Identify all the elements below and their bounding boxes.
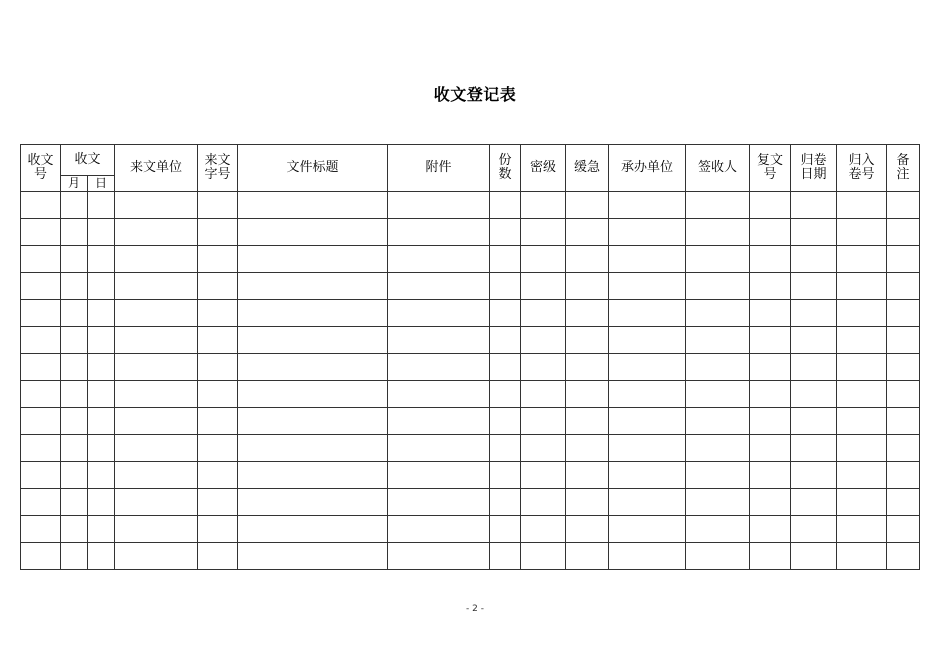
- table-cell: [686, 327, 750, 354]
- header-signer: 签收人: [686, 145, 750, 192]
- table-cell: [388, 300, 490, 327]
- table-cell: [686, 246, 750, 273]
- table-cell: [521, 192, 566, 219]
- table-cell: [887, 462, 920, 489]
- table-cell: [791, 408, 837, 435]
- table-cell: [198, 435, 238, 462]
- table-cell: [887, 435, 920, 462]
- table-cell: [750, 219, 791, 246]
- table-cell: [887, 408, 920, 435]
- table-cell: [686, 300, 750, 327]
- table-cell: [887, 219, 920, 246]
- table-cell: [566, 489, 609, 516]
- table-cell: [21, 381, 61, 408]
- table-cell: [837, 246, 887, 273]
- table-cell: [609, 327, 686, 354]
- table-cell: [686, 543, 750, 570]
- table-cell: [21, 273, 61, 300]
- table-cell: [388, 516, 490, 543]
- table-row: [21, 489, 920, 516]
- table-cell: [887, 192, 920, 219]
- table-cell: [490, 462, 521, 489]
- table-cell: [837, 516, 887, 543]
- table-cell: [388, 327, 490, 354]
- table-cell: [115, 408, 198, 435]
- table-cell: [521, 354, 566, 381]
- table-cell: [791, 462, 837, 489]
- table-cell: [88, 354, 115, 381]
- table-cell: [21, 408, 61, 435]
- table-row: [21, 435, 920, 462]
- table-cell: [750, 192, 791, 219]
- table-cell: [238, 489, 388, 516]
- table-cell: [887, 354, 920, 381]
- table-cell: [566, 516, 609, 543]
- table-cell: [490, 408, 521, 435]
- table-cell: [115, 354, 198, 381]
- table-cell: [88, 273, 115, 300]
- table-cell: [61, 516, 88, 543]
- table-cell: [837, 354, 887, 381]
- table-cell: [837, 192, 887, 219]
- table-cell: [490, 246, 521, 273]
- table-row: [21, 408, 920, 435]
- table-cell: [837, 273, 887, 300]
- header-remarks: 备 注: [887, 145, 920, 192]
- table-cell: [686, 462, 750, 489]
- table-cell: [566, 246, 609, 273]
- table-cell: [686, 489, 750, 516]
- table-cell: [750, 354, 791, 381]
- table-cell: [198, 381, 238, 408]
- table-cell: [750, 543, 791, 570]
- header-serial-number: 收文 号: [21, 145, 61, 192]
- table-cell: [750, 300, 791, 327]
- table-cell: [566, 354, 609, 381]
- table-cell: [61, 192, 88, 219]
- table-cell: [388, 192, 490, 219]
- table-cell: [791, 543, 837, 570]
- table-row: [21, 192, 920, 219]
- table-cell: [115, 300, 198, 327]
- table-cell: [388, 354, 490, 381]
- table-cell: [521, 408, 566, 435]
- table-cell: [566, 273, 609, 300]
- table-cell: [609, 489, 686, 516]
- table-cell: [238, 273, 388, 300]
- table-cell: [21, 435, 61, 462]
- table-cell: [238, 300, 388, 327]
- table-cell: [750, 489, 791, 516]
- table-cell: [609, 300, 686, 327]
- table-cell: [490, 219, 521, 246]
- table-cell: [115, 192, 198, 219]
- table-cell: [686, 354, 750, 381]
- table-cell: [388, 273, 490, 300]
- table-cell: [837, 462, 887, 489]
- header-urgency: 缓急: [566, 145, 609, 192]
- table-cell: [791, 435, 837, 462]
- table-cell: [566, 300, 609, 327]
- table-cell: [115, 543, 198, 570]
- table-cell: [198, 327, 238, 354]
- table-cell: [686, 408, 750, 435]
- table-cell: [198, 300, 238, 327]
- table-cell: [887, 273, 920, 300]
- table-cell: [21, 489, 61, 516]
- table-cell: [791, 192, 837, 219]
- table-cell: [61, 489, 88, 516]
- table-cell: [198, 354, 238, 381]
- table-cell: [198, 273, 238, 300]
- table-cell: [609, 543, 686, 570]
- table-cell: [837, 300, 887, 327]
- table-cell: [566, 435, 609, 462]
- table-cell: [388, 489, 490, 516]
- table-cell: [566, 381, 609, 408]
- table-cell: [521, 489, 566, 516]
- table-cell: [750, 273, 791, 300]
- table-row: [21, 327, 920, 354]
- table-cell: [521, 300, 566, 327]
- table-cell: [566, 192, 609, 219]
- table-cell: [61, 273, 88, 300]
- header-doc-title: 文件标题: [238, 145, 388, 192]
- page-number: - 2 -: [466, 604, 484, 614]
- table-cell: [88, 192, 115, 219]
- table-cell: [686, 516, 750, 543]
- table-cell: [88, 408, 115, 435]
- table-cell: [791, 327, 837, 354]
- table-cell: [837, 489, 887, 516]
- table-cell: [198, 489, 238, 516]
- table-cell: [388, 408, 490, 435]
- table-cell: [61, 543, 88, 570]
- table-cell: [388, 246, 490, 273]
- table-cell: [198, 516, 238, 543]
- table-cell: [521, 246, 566, 273]
- table-cell: [21, 462, 61, 489]
- table-cell: [388, 435, 490, 462]
- table-cell: [490, 273, 521, 300]
- table-cell: [521, 543, 566, 570]
- table-row: [21, 543, 920, 570]
- table-cell: [887, 516, 920, 543]
- table-cell: [238, 246, 388, 273]
- table-row: [21, 462, 920, 489]
- table-cell: [750, 516, 791, 543]
- header-copies: 份 数: [490, 145, 521, 192]
- table-cell: [686, 192, 750, 219]
- header-secrecy: 密级: [521, 145, 566, 192]
- table-cell: [521, 273, 566, 300]
- table-cell: [388, 381, 490, 408]
- table-cell: [521, 381, 566, 408]
- table-cell: [61, 381, 88, 408]
- table-cell: [61, 462, 88, 489]
- table-cell: [198, 246, 238, 273]
- table-cell: [115, 327, 198, 354]
- table-cell: [521, 327, 566, 354]
- table-cell: [750, 435, 791, 462]
- table-cell: [238, 327, 388, 354]
- table-cell: [609, 408, 686, 435]
- table-cell: [791, 246, 837, 273]
- table-cell: [61, 219, 88, 246]
- table-cell: [887, 246, 920, 273]
- table-cell: [88, 543, 115, 570]
- table-cell: [750, 462, 791, 489]
- table-cell: [21, 327, 61, 354]
- table-cell: [837, 381, 887, 408]
- table-cell: [686, 381, 750, 408]
- table-cell: [791, 300, 837, 327]
- table-cell: [115, 273, 198, 300]
- table-cell: [490, 192, 521, 219]
- table-cell: [750, 246, 791, 273]
- table-cell: [198, 543, 238, 570]
- table-cell: [521, 462, 566, 489]
- table-cell: [198, 462, 238, 489]
- table-cell: [837, 543, 887, 570]
- header-handling-unit: 承办单位: [609, 145, 686, 192]
- table-cell: [61, 246, 88, 273]
- table-cell: [609, 516, 686, 543]
- table-cell: [490, 516, 521, 543]
- table-cell: [791, 381, 837, 408]
- table-row: [21, 354, 920, 381]
- table-cell: [490, 435, 521, 462]
- table-cell: [609, 273, 686, 300]
- table-cell: [837, 327, 887, 354]
- table-cell: [887, 543, 920, 570]
- header-reply-number: 复文 号: [750, 145, 791, 192]
- table-row: [21, 516, 920, 543]
- table-cell: [490, 300, 521, 327]
- table-cell: [238, 354, 388, 381]
- table-cell: [115, 381, 198, 408]
- header-archive-date: 归卷 日期: [791, 145, 837, 192]
- table-cell: [686, 219, 750, 246]
- table-cell: [837, 219, 887, 246]
- table-cell: [238, 543, 388, 570]
- register-table: [20, 144, 920, 570]
- table-cell: [238, 516, 388, 543]
- table-cell: [388, 462, 490, 489]
- table-cell: [115, 489, 198, 516]
- table-cell: [388, 543, 490, 570]
- table-cell: [490, 543, 521, 570]
- table-cell: [115, 435, 198, 462]
- table-cell: [750, 408, 791, 435]
- header-archive-number: 归入 卷号: [837, 145, 887, 192]
- table-cell: [21, 246, 61, 273]
- table-cell: [198, 192, 238, 219]
- table-cell: [61, 327, 88, 354]
- table-cell: [791, 516, 837, 543]
- table-cell: [609, 462, 686, 489]
- table-cell: [88, 219, 115, 246]
- table-cell: [21, 543, 61, 570]
- header-attachment: 附件: [388, 145, 490, 192]
- register-body: [21, 192, 920, 570]
- table-cell: [609, 246, 686, 273]
- table-cell: [21, 300, 61, 327]
- table-cell: [21, 192, 61, 219]
- table-cell: [837, 435, 887, 462]
- table-cell: [88, 327, 115, 354]
- table-cell: [566, 543, 609, 570]
- table-cell: [115, 219, 198, 246]
- table-cell: [61, 408, 88, 435]
- table-cell: [887, 381, 920, 408]
- table-cell: [238, 192, 388, 219]
- table-cell: [887, 300, 920, 327]
- table-cell: [61, 435, 88, 462]
- table-cell: [238, 381, 388, 408]
- document-title: 收文登记表: [433, 85, 517, 104]
- table-cell: [115, 246, 198, 273]
- table-cell: [566, 327, 609, 354]
- table-cell: [115, 516, 198, 543]
- table-cell: [791, 489, 837, 516]
- table-cell: [521, 219, 566, 246]
- table-cell: [566, 219, 609, 246]
- table-cell: [88, 300, 115, 327]
- table-row: [21, 246, 920, 273]
- table-cell: [609, 192, 686, 219]
- table-cell: [686, 435, 750, 462]
- table-row: [21, 273, 920, 300]
- table-cell: [88, 246, 115, 273]
- table-cell: [887, 489, 920, 516]
- table-cell: [388, 219, 490, 246]
- table-cell: [21, 354, 61, 381]
- table-cell: [61, 300, 88, 327]
- table-cell: [88, 435, 115, 462]
- table-cell: [198, 408, 238, 435]
- table-cell: [238, 219, 388, 246]
- table-cell: [490, 489, 521, 516]
- header-day: 日: [88, 176, 115, 192]
- table-cell: [609, 219, 686, 246]
- table-cell: [490, 354, 521, 381]
- table-row: [21, 381, 920, 408]
- table-cell: [566, 462, 609, 489]
- table-cell: [521, 435, 566, 462]
- table-cell: [609, 435, 686, 462]
- table-cell: [566, 408, 609, 435]
- table-cell: [21, 516, 61, 543]
- table-cell: [490, 381, 521, 408]
- table-cell: [791, 354, 837, 381]
- table-cell: [88, 489, 115, 516]
- table-cell: [88, 462, 115, 489]
- table-cell: [791, 219, 837, 246]
- table-cell: [238, 435, 388, 462]
- table-cell: [238, 462, 388, 489]
- table-cell: [837, 408, 887, 435]
- table-cell: [609, 354, 686, 381]
- header-from-unit: 来文单位: [115, 145, 198, 192]
- table-cell: [791, 273, 837, 300]
- table-cell: [750, 381, 791, 408]
- table-cell: [88, 381, 115, 408]
- header-doc-number: 来文 字号: [198, 145, 238, 192]
- table-cell: [686, 273, 750, 300]
- table-cell: [887, 327, 920, 354]
- table-cell: [115, 462, 198, 489]
- table-cell: [750, 327, 791, 354]
- table-cell: [238, 408, 388, 435]
- table-cell: [609, 381, 686, 408]
- table-row: [21, 300, 920, 327]
- table-row: [21, 219, 920, 246]
- header-month: 月: [61, 176, 88, 192]
- table-cell: [88, 516, 115, 543]
- table-cell: [61, 354, 88, 381]
- table-cell: [21, 219, 61, 246]
- header-receive-date: 收文: [61, 145, 115, 176]
- table-cell: [198, 219, 238, 246]
- table-cell: [490, 327, 521, 354]
- table-cell: [521, 516, 566, 543]
